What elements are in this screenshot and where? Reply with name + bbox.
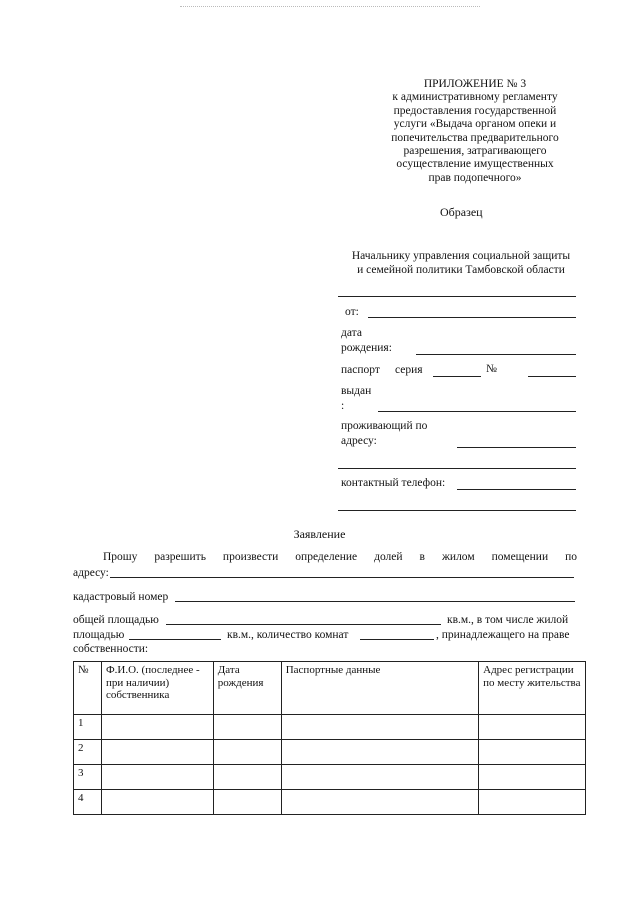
statement-word: жилом — [441, 551, 475, 563]
owner-name-cell[interactable] — [101, 790, 213, 815]
header-number: № — [74, 662, 102, 715]
statement-title: Заявление — [293, 527, 346, 541]
cadastral-number-field[interactable] — [175, 601, 575, 602]
statement-word: по — [565, 551, 577, 563]
header-passport: Паспортные данные — [281, 662, 478, 715]
appendix-line: разрешения, затрагивающего — [403, 145, 547, 158]
address-cell[interactable] — [479, 715, 586, 740]
total-area-field[interactable] — [166, 624, 441, 625]
birth-date-cell[interactable] — [213, 765, 281, 790]
row-number: 2 — [74, 740, 102, 765]
belongs-text: , принадлежащего на праве — [436, 629, 570, 641]
owner-name-cell[interactable] — [101, 740, 213, 765]
residing-label-1: проживающий по — [341, 420, 428, 432]
from-field[interactable] — [368, 317, 576, 318]
appendix-line: прав подопечного» — [428, 171, 522, 184]
birth-date-cell[interactable] — [213, 790, 281, 815]
row-number: 3 — [74, 765, 102, 790]
phone-label: контактный телефон: — [341, 477, 446, 489]
rooms-count-field[interactable] — [360, 639, 434, 640]
table-header-row — [74, 662, 586, 715]
birth-date-cell[interactable] — [213, 715, 281, 740]
owner-name-cell[interactable] — [101, 765, 213, 790]
cadastral-label: кадастровый номер — [73, 591, 169, 603]
passport-cell[interactable] — [281, 765, 478, 790]
appendix-line: к административному регламенту — [392, 91, 558, 104]
appendix-header — [360, 78, 590, 185]
blank-line[interactable] — [338, 296, 576, 297]
living-area-units: кв.м., количество комнат — [227, 629, 349, 641]
table-row — [74, 790, 586, 815]
sample-label: Образец — [440, 205, 483, 219]
blank-line[interactable] — [338, 510, 576, 511]
statement-word: помещении — [491, 551, 549, 563]
total-area-units: кв.м., в том числе жилой — [447, 614, 569, 626]
appendix-line: предоставления государственной — [393, 104, 557, 117]
header-address: Адрес регистрации по месту жительства — [479, 662, 586, 715]
address-label: адресу: — [73, 567, 109, 579]
series-label: серия — [395, 364, 423, 376]
appendix-line: попечительства предварительного — [391, 131, 559, 144]
statement-word: Прошу — [103, 551, 138, 563]
ownership-label: собственности: — [73, 643, 149, 655]
address-cell[interactable] — [479, 740, 586, 765]
owner-name-cell[interactable] — [101, 715, 213, 740]
row-number: 4 — [74, 790, 102, 815]
owners-table — [73, 661, 586, 815]
from-label: от: — [345, 306, 359, 318]
passport-cell[interactable] — [281, 740, 478, 765]
statement-word: определение — [295, 551, 358, 563]
address-cell[interactable] — [479, 765, 586, 790]
number-label: № — [486, 363, 497, 375]
addressee-line-1: Начальнику управления социальной защиты — [351, 250, 571, 262]
scan-artifact — [180, 6, 480, 9]
statement-first-line — [103, 551, 577, 563]
passport-cell[interactable] — [281, 790, 478, 815]
passport-cell[interactable] — [281, 715, 478, 740]
addressee-line-2: и семейной политики Тамбовской области — [357, 264, 565, 276]
header-owner-name: Ф.И.О. (последнее - при наличии) собственника — [101, 662, 213, 715]
birth-date-field[interactable] — [416, 354, 576, 355]
appendix-line: услуги «Выдача органом опеки и — [393, 118, 557, 131]
addressee-block — [330, 249, 592, 277]
phone-field[interactable] — [457, 489, 576, 490]
row-number: 1 — [74, 715, 102, 740]
total-area-label: общей площадью — [73, 614, 159, 626]
address-field[interactable] — [457, 447, 576, 448]
birth-date-cell[interactable] — [213, 740, 281, 765]
passport-series-field[interactable] — [433, 376, 481, 377]
property-address-field[interactable] — [110, 577, 574, 578]
living-area-label: площадью — [73, 629, 125, 641]
header-birth-date: Дата рождения — [213, 662, 281, 715]
statement-word: долей — [374, 551, 403, 563]
address-cell[interactable] — [479, 790, 586, 815]
statement-word: произвести — [222, 551, 279, 563]
living-area-field[interactable] — [129, 639, 221, 640]
appendix-line: осуществление имущественных — [396, 158, 554, 171]
statement-word: в — [419, 551, 425, 563]
issued-label-2: : — [341, 400, 345, 412]
issued-by-field[interactable] — [378, 411, 576, 412]
table-row — [74, 715, 586, 740]
passport-label: паспорт — [341, 364, 380, 376]
statement-word: разрешить — [154, 551, 206, 563]
table-row — [74, 740, 586, 765]
passport-number-field[interactable] — [528, 376, 576, 377]
address-field-continued[interactable] — [338, 468, 576, 469]
table-row — [74, 765, 586, 790]
birth-label-2: рождения: — [341, 342, 392, 354]
issued-label-1: выдан — [341, 385, 372, 397]
birth-label-1: дата — [341, 327, 362, 339]
appendix-line: ПРИЛОЖЕНИЕ № 3 — [423, 78, 527, 90]
residing-label-2: адресу: — [341, 435, 377, 447]
